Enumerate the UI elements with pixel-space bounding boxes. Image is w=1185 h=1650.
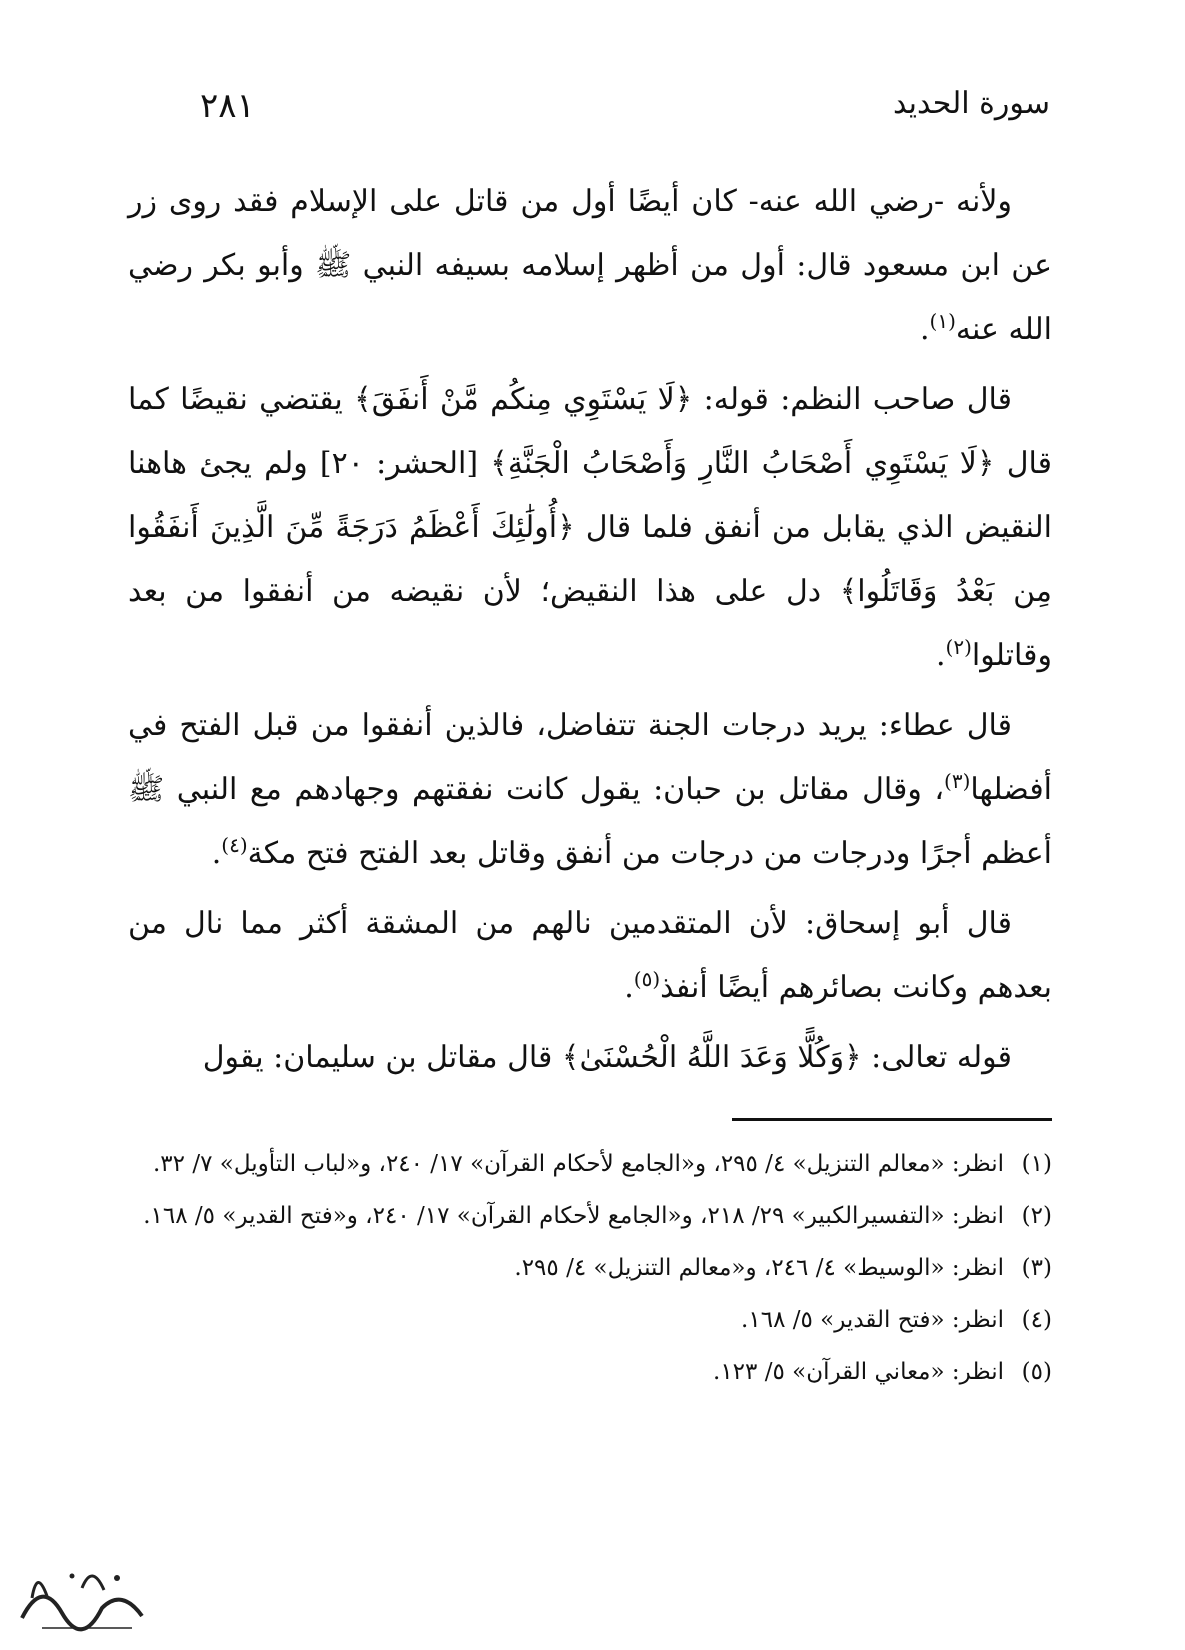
paragraph-4: قال أبو إسحاق: لأن المتقدمين نالهم من المشقة أكثر مما نال من بعدهم وكانت بصائرهم أيضًا أنفذ$^{(٥)}$. bbox=[128, 906, 1052, 1005]
paragraph-1: ولأنه -رضي الله عنه- كان أيضًا أول من قاتل على الإسلام فقد روى زر عن ابن مسعود قال: أول من أظهر إسلامه بسيفه النبي ﷺ وأبو بكر رضي الله عنه$^{(١)}$. bbox=[128, 184, 1052, 347]
publisher-logo-icon bbox=[12, 1558, 162, 1638]
paragraph-2: قال صاحب النظم: قوله: ﴿لَا يَسْتَوِي مِنكُم مَّنْ أَنفَقَ﴾ يقتضي نقيضًا كما قال ﴿لَا يَسْتَوِي أَصْحَابُ النَّارِ وَأَصْحَابُ الْجَنَّةِ﴾ [الحشر: ٢٠] ولم يجئ هاهنا النقيض الذي يقابل من أنفق فلما قال ﴿أُولَٰئِكَ أَعْظَمُ دَرَجَةً مِّنَ الَّذِينَ أَنفَقُوا مِن بَعْدُ وَقَاتَلُوا﴾ دل على هذا النقيض؛ لأن نقيضه من أنفقوا من بعد وقاتلوا$^{(٢)}$. bbox=[128, 382, 1052, 673]
surah-title: سورة الحديد bbox=[892, 86, 1050, 121]
footnote-1: (١) انظر: «معالم التنزيل» ٤/ ٢٩٥، و«الجامع لأحكام القرآن» ١٧/ ٢٤٠، و«لباب التأويل» ٧/ ٣٢. bbox=[152, 1151, 1052, 1177]
page-number: ٢٨١ bbox=[200, 86, 255, 126]
paragraph-5: قوله تعالى: ﴿وَكُلًّا وَعَدَ اللَّهُ الْحُسْنَىٰ﴾ قال مقاتل بن سليمان: يقول bbox=[202, 1040, 1012, 1075]
footnote-2: (٢) انظر: «التفسيرالكبير» ٢٩/ ٢١٨، و«الجامع لأحكام القرآن» ١٧/ ٢٤٠، و«فتح القدير» ٥/ ١٦٨. bbox=[143, 1203, 1052, 1229]
page-header bbox=[130, 86, 1050, 136]
main-text bbox=[128, 170, 1052, 1096]
footnote-ref-4: (٤) bbox=[221, 833, 248, 857]
paragraph-3: قال عطاء: يريد درجات الجنة تتفاضل، فالذين أنفقوا من قبل الفتح في أفضلها$^{(٣)}$، وقال مقاتل بن حبان: يقول كانت نفقتهم وجهادهم مع النبي ﷺ أعظم أجرًا ودرجات من درجات من أنفق وقاتل بعد الفتح فتح مكة$^{(٤)}$. bbox=[128, 708, 1052, 871]
footnote-5: (٥) انظر: «معاني القرآن» ٥/ ١٢٣. bbox=[713, 1359, 1052, 1385]
footnote-ref-3: (٣) bbox=[944, 769, 971, 793]
footnote-ref-2: (٢) bbox=[945, 635, 972, 659]
footnote-3: (٣) انظر: «الوسيط» ٤/ ٢٤٦، و«معالم التنزيل» ٤/ ٢٩٥. bbox=[514, 1255, 1052, 1281]
footnote-separator bbox=[732, 1118, 1052, 1121]
footnote-ref-1: (١) bbox=[929, 309, 956, 333]
footnote-ref-5: (٥) bbox=[633, 967, 661, 991]
footnotes bbox=[128, 1138, 1052, 1398]
footnote-4: (٤) انظر: «فتح القدير» ٥/ ١٦٨. bbox=[741, 1307, 1052, 1333]
